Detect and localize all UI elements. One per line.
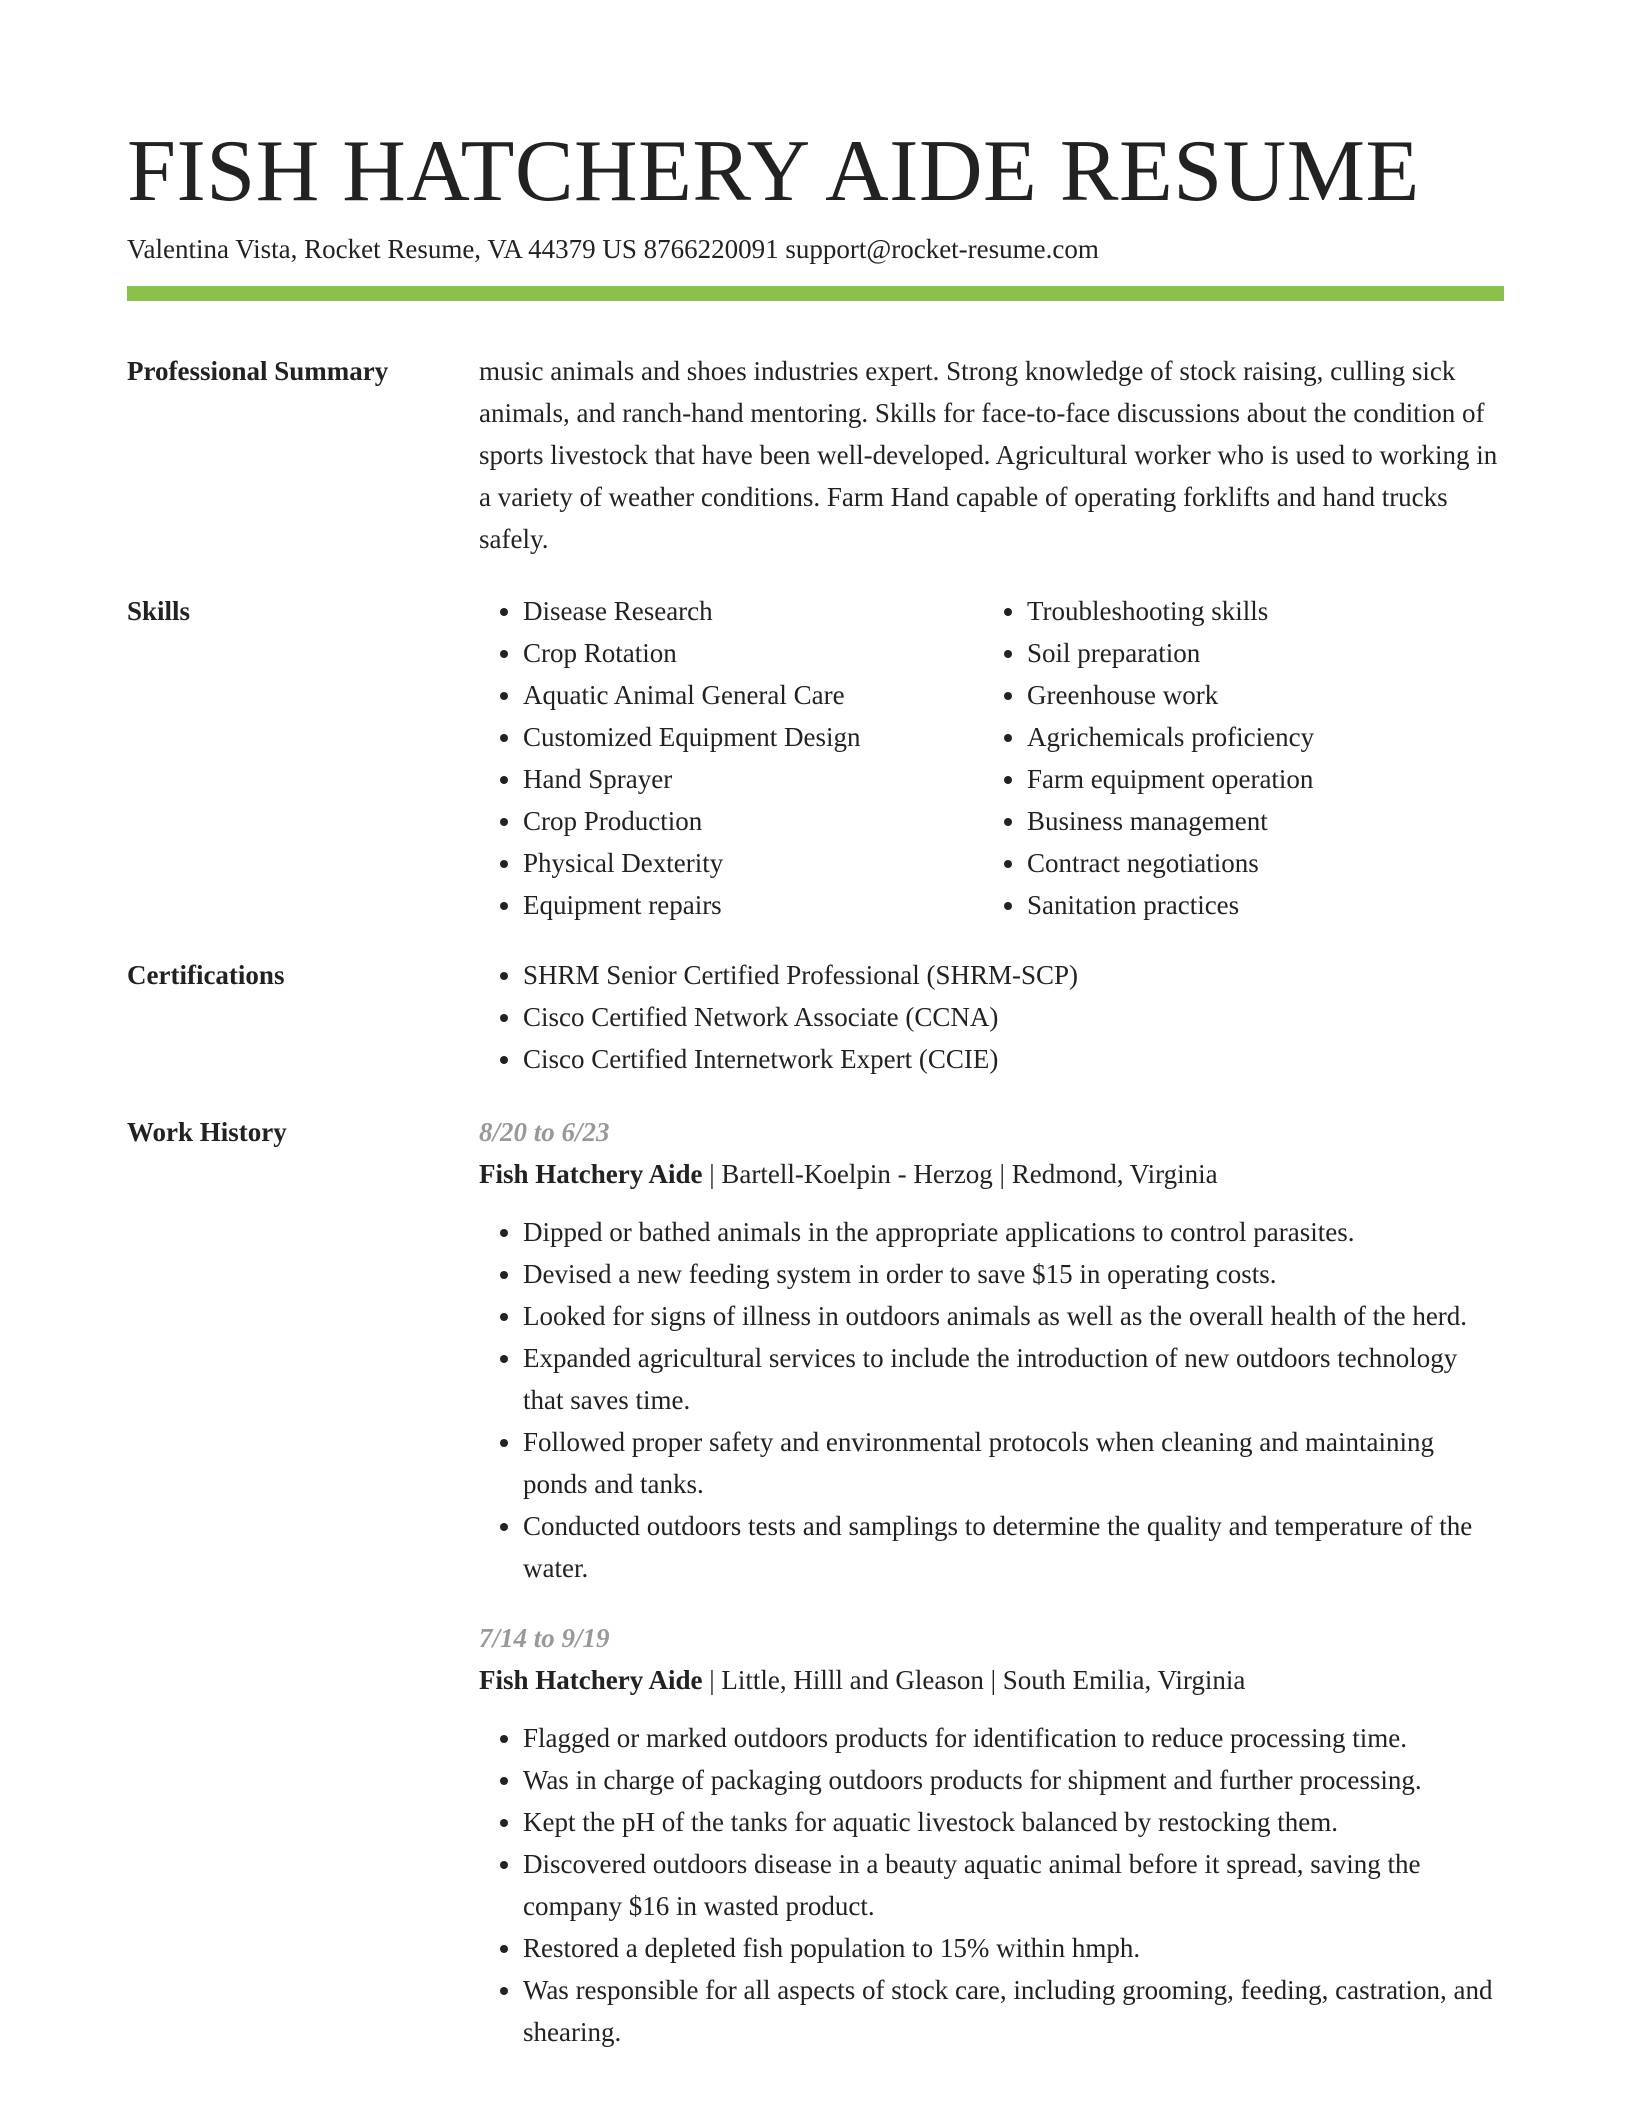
job-details: | Little, Hilll and Gleason | South Emilia, Virginia bbox=[702, 1665, 1246, 1695]
skill-item: • Troubleshooting skills bbox=[1027, 590, 1547, 632]
job-bullet: • Followed proper safety and environmental protocols when cleaning and maintaining ponds and tanks. bbox=[523, 1421, 1504, 1505]
skill-item: • Greenhouse work bbox=[1027, 674, 1547, 716]
certification-item: • Cisco Certified Internetwork Expert (CCIE) bbox=[523, 1038, 1504, 1080]
skill-item: • Physical Dexterity bbox=[523, 842, 983, 884]
job-bullet: • Expanded agricultural services to include the introduction of new outdoors technology that saves time. bbox=[523, 1337, 1504, 1421]
job-dates: 8/20 to 6/23 bbox=[479, 1117, 610, 1147]
work-history-label: Work History bbox=[127, 1117, 287, 1147]
job-dates: 7/14 to 9/19 bbox=[479, 1623, 610, 1653]
job-heading bbox=[479, 1153, 1504, 1195]
certification-item: • SHRM Senior Certified Professional (SHRM-SCP) bbox=[523, 954, 1504, 996]
certifications-label: Certifications bbox=[127, 960, 285, 990]
job-title: Fish Hatchery Aide bbox=[479, 1159, 703, 1189]
skill-item: • Business management bbox=[1027, 800, 1547, 842]
summary-text: music animals and shoes industries expert. Strong knowledge of stock raising, culling sick animals, and ranch-hand mentoring. Skills for face-to-face discussions about the condition of sports livestock that have been well-developed. Agricultural worker who is used to working in a variety of weather conditions. Farm Hand capable of operating forklifts and hand trucks safely. bbox=[479, 356, 1498, 554]
skill-item: • Crop Rotation bbox=[523, 632, 983, 674]
job-bullet: • Flagged or marked outdoors products for identification to reduce processing time. bbox=[523, 1717, 1504, 1759]
job-title: Fish Hatchery Aide bbox=[479, 1665, 703, 1695]
skill-item: • Agrichemicals proficiency bbox=[1027, 716, 1547, 758]
job-entry bbox=[479, 1111, 1504, 1589]
skill-item: • Soil preparation bbox=[1027, 632, 1547, 674]
job-bullet: • Restored a depleted fish population to 15% within hmph. bbox=[523, 1927, 1504, 1969]
contact-line: Valentina Vista, Rocket Resume, VA 44379 US 8766220091 support@rocket-resume.com bbox=[127, 234, 1099, 264]
skills-label: Skills bbox=[127, 596, 191, 626]
skill-item: • Aquatic Animal General Care bbox=[523, 674, 983, 716]
skills-columns bbox=[479, 590, 1504, 926]
work-history-body bbox=[479, 1111, 1504, 2081]
job-bullet: • Dipped or bathed animals in the appropriate applications to control parasites. bbox=[523, 1211, 1504, 1253]
skill-item: • Disease Research bbox=[523, 590, 983, 632]
job-bullet: • Looked for signs of illness in outdoors animals as well as the overall health of the herd. bbox=[523, 1295, 1504, 1337]
job-heading bbox=[479, 1659, 1504, 1701]
skill-item: • Customized Equipment Design bbox=[523, 716, 983, 758]
summary-body bbox=[479, 350, 1504, 560]
skill-item: • Hand Sprayer bbox=[523, 758, 983, 800]
job-details: | Bartell-Koelpin - Herzog | Redmond, Virginia bbox=[702, 1159, 1218, 1189]
certifications-list bbox=[479, 954, 1504, 1080]
skills-list-right bbox=[983, 590, 1547, 926]
certifications-body bbox=[479, 954, 1504, 1080]
skill-item: • Equipment repairs bbox=[523, 884, 983, 926]
accent-divider bbox=[127, 286, 1504, 301]
job-bullet: • Discovered outdoors disease in a beauty aquatic animal before it spread, saving the company $16 in wasted product. bbox=[523, 1843, 1504, 1927]
job-bullets bbox=[479, 1717, 1504, 2053]
skill-item: • Crop Production bbox=[523, 800, 983, 842]
job-bullet: • Conducted outdoors tests and samplings to determine the quality and temperature of the water. bbox=[523, 1505, 1504, 1589]
job-entry bbox=[479, 1617, 1504, 2053]
skills-body bbox=[479, 590, 1504, 926]
resume-title: FISH HATCHERY AIDE RESUME bbox=[127, 123, 1420, 220]
certification-item: • Cisco Certified Network Associate (CCNA) bbox=[523, 996, 1504, 1038]
job-bullet: • Was responsible for all aspects of stock care, including grooming, feeding, castration, and shearing. bbox=[523, 1969, 1504, 2053]
summary-label: Professional Summary bbox=[127, 356, 389, 386]
skill-item: • Farm equipment operation bbox=[1027, 758, 1547, 800]
job-bullet: • Was in charge of packaging outdoors products for shipment and further processing. bbox=[523, 1759, 1504, 1801]
job-bullet: • Kept the pH of the tanks for aquatic livestock balanced by restocking them. bbox=[523, 1801, 1504, 1843]
job-bullet: • Devised a new feeding system in order to save $15 in operating costs. bbox=[523, 1253, 1504, 1295]
job-bullets bbox=[479, 1211, 1504, 1589]
skills-list-left bbox=[479, 590, 983, 926]
skill-item: • Sanitation practices bbox=[1027, 884, 1547, 926]
skill-item: • Contract negotiations bbox=[1027, 842, 1547, 884]
